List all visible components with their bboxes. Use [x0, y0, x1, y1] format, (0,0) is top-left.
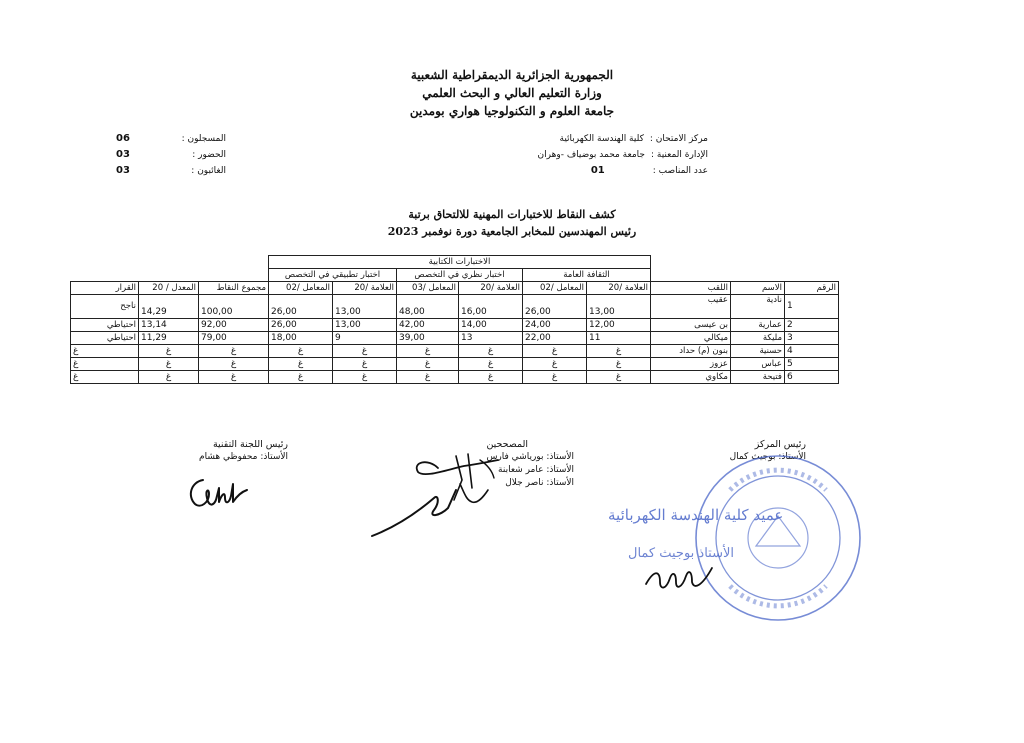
cell-gen-grade: غ: [587, 358, 651, 371]
cell-decision: غ: [71, 345, 139, 358]
absent-value: 03: [116, 165, 130, 176]
written-exams-header: الاختبارات الكتابية: [269, 256, 651, 269]
cell-average: غ: [139, 371, 199, 384]
cell-total: 79,00: [199, 332, 269, 345]
cell-name: حسنية: [731, 345, 785, 358]
cell-name: عباس: [731, 358, 785, 371]
general-culture-header: الثقافة العامة: [523, 269, 651, 282]
attendance-info-block: [116, 131, 226, 179]
cell-surname: عقيب: [651, 295, 731, 319]
col-th-grade: العلامة /20: [459, 282, 523, 295]
cell-th-weighted: 42,00: [397, 319, 459, 332]
center-head-role: رئيس المركز: [754, 439, 806, 450]
cell-th-grade: غ: [459, 345, 523, 358]
corrector-2-name: الأستاذ: عامر شعابنة: [498, 465, 574, 475]
cell-total: 92,00: [199, 319, 269, 332]
faculty-seal-stamp-icon: [690, 450, 866, 626]
registered-row: [116, 131, 226, 147]
absent-label: الغائبون :: [191, 166, 226, 176]
cell-pr-grade: 13,00: [333, 319, 397, 332]
center-head-name: الأستاذ: بوجيث كمال: [729, 452, 806, 462]
corrector-3-name: الأستاذ: ناصر جلال: [505, 478, 574, 488]
table-group-header-row: [71, 256, 839, 269]
dean-stamp-subtext: الأستاذ بوجيث كمال: [628, 546, 735, 561]
exam-center-label: مركز الامتحان :: [649, 134, 708, 144]
corrector-1-name: الأستاذ: بورياشي فارس: [486, 452, 574, 462]
table-row: [71, 345, 839, 358]
admin-label: الإدارة المعنية :: [650, 150, 708, 160]
cell-num: 3: [785, 332, 839, 345]
table-row: [71, 319, 839, 332]
document-title: [0, 206, 1024, 240]
table-row: [71, 295, 839, 319]
cell-decision: احتياطي: [71, 319, 139, 332]
cell-th-grade: 13: [459, 332, 523, 345]
cell-gen-weighted: 22,00: [523, 332, 587, 345]
cell-th-grade: 14,00: [459, 319, 523, 332]
cell-gen-weighted: 26,00: [523, 295, 587, 319]
exam-center-value: كلية الهندسة الكهربائية: [559, 134, 644, 144]
cell-pr-weighted: 26,00: [269, 319, 333, 332]
absent-row: [116, 163, 226, 179]
correctors-role: المصححين: [486, 439, 529, 450]
col-num: الرقم: [785, 282, 839, 295]
cell-pr-grade: 13,00: [333, 295, 397, 319]
cell-pr-weighted: 18,00: [269, 332, 333, 345]
present-label: الحضور :: [192, 150, 226, 160]
cell-num: 4: [785, 345, 839, 358]
cell-num: 5: [785, 358, 839, 371]
exam-info-block: [538, 131, 708, 179]
admin-row: [538, 147, 708, 163]
document-header: [0, 66, 1024, 120]
cell-decision: احتياطي: [71, 332, 139, 345]
cell-pr-weighted: 26,00: [269, 295, 333, 319]
table-row: [71, 332, 839, 345]
cell-surname: عزوز: [651, 358, 731, 371]
cell-num: 1: [785, 295, 839, 319]
cell-name: نادية: [731, 295, 785, 319]
cell-pr-weighted: غ: [269, 345, 333, 358]
table-row: [71, 358, 839, 371]
cell-th-grade: غ: [459, 358, 523, 371]
cell-num: 2: [785, 319, 839, 332]
cell-num: 6: [785, 371, 839, 384]
cell-th-weighted: 39,00: [397, 332, 459, 345]
table-row: [71, 371, 839, 384]
cell-th-weighted: 48,00: [397, 295, 459, 319]
cell-surname: بنون (م) حداد: [651, 345, 731, 358]
col-average: المعدل / 20: [139, 282, 199, 295]
cell-total: 100,00: [199, 295, 269, 319]
cell-pr-grade: 9: [333, 332, 397, 345]
cell-pr-weighted: غ: [269, 358, 333, 371]
col-gen-weighted: المعامل /02: [523, 282, 587, 295]
practical-exam-header: اختبار تطبيقي في التخصص: [269, 269, 397, 282]
col-gen-grade: العلامة /20: [587, 282, 651, 295]
registered-label: المسجلون :: [181, 134, 226, 144]
cell-gen-grade: 13,00: [587, 295, 651, 319]
table-column-header-row: [71, 282, 839, 295]
cell-gen-weighted: غ: [523, 358, 587, 371]
cell-decision: غ: [71, 371, 139, 384]
committee-signature-block: [199, 438, 288, 464]
col-decision: القرار: [71, 282, 139, 295]
committee-name: الأستاذ: محفوظي هشام: [199, 452, 288, 462]
cell-average: غ: [139, 358, 199, 371]
header-university: جامعة العلوم و التكنولوجيا هواري بومدين: [409, 104, 615, 118]
table-subgroup-header-row: [71, 269, 839, 282]
col-name: الاسم: [731, 282, 785, 295]
cell-pr-weighted: غ: [269, 371, 333, 384]
cell-surname: مكاوي: [651, 371, 731, 384]
cell-th-weighted: غ: [397, 345, 459, 358]
header-ministry: وزارة التعليم العالي و البحث العلمي: [422, 86, 602, 100]
title-line-2: رئيس المهندسين للمخابر الجامعية دورة نوفمبر 2023: [387, 225, 637, 238]
cell-pr-grade: غ: [333, 345, 397, 358]
cell-name: عمارية: [731, 319, 785, 332]
cell-total: غ: [199, 345, 269, 358]
cell-gen-grade: 12,00: [587, 319, 651, 332]
grades-table: [70, 255, 839, 384]
col-th-weighted: المعامل /03: [397, 282, 459, 295]
cell-surname: ميكالي: [651, 332, 731, 345]
cell-total: غ: [199, 358, 269, 371]
correctors-handwritten-signature-icon: [368, 440, 568, 540]
cell-th-grade: غ: [459, 371, 523, 384]
cell-total: غ: [199, 371, 269, 384]
cell-average: غ: [139, 345, 199, 358]
cell-gen-weighted: غ: [523, 371, 587, 384]
cell-average: 14,29: [139, 295, 199, 319]
posts-row: [538, 163, 708, 179]
cell-name: مليكة: [731, 332, 785, 345]
cell-pr-grade: غ: [333, 358, 397, 371]
exam-center-row: [538, 131, 708, 147]
header-republic: الجمهورية الجزائرية الديمقراطية الشعبية: [410, 68, 614, 82]
committee-handwritten-signature-icon: [185, 474, 255, 514]
cell-name: فتيحة: [731, 371, 785, 384]
cell-pr-grade: غ: [333, 371, 397, 384]
col-total: مجموع النقاط: [199, 282, 269, 295]
cell-gen-grade: غ: [587, 345, 651, 358]
col-pr-grade: العلامة /20: [333, 282, 397, 295]
cell-decision: غ: [71, 358, 139, 371]
col-surname: اللقب: [651, 282, 731, 295]
cell-average: 11,29: [139, 332, 199, 345]
committee-role: رئيس اللجنة التقنية: [212, 439, 288, 450]
cell-gen-grade: 11: [587, 332, 651, 345]
cell-th-weighted: غ: [397, 371, 459, 384]
present-row: [116, 147, 226, 163]
registered-value: 06: [116, 133, 130, 144]
cell-average: 13,14: [139, 319, 199, 332]
cell-th-grade: 16,00: [459, 295, 523, 319]
cell-decision: ناجح: [71, 295, 139, 319]
cell-gen-grade: غ: [587, 371, 651, 384]
theory-exam-header: اختبار نظري في التخصص: [397, 269, 523, 282]
posts-label: عدد المناصب :: [652, 166, 708, 176]
cell-surname: بن عيسى: [651, 319, 731, 332]
cell-gen-weighted: 24,00: [523, 319, 587, 332]
dean-stamp-text: عميد كلية الهندسة الكهربائية: [608, 506, 784, 524]
dean-handwritten-signature-icon: [640, 560, 720, 596]
title-line-1: كشف النقاط للاختبارات المهنية للالتحاق برتبة: [408, 208, 616, 221]
present-value: 03: [116, 149, 130, 160]
admin-value: جامعة محمد بوضياف -وهران: [537, 150, 645, 160]
cell-gen-weighted: غ: [523, 345, 587, 358]
col-pr-weighted: المعامل /02: [269, 282, 333, 295]
cell-th-weighted: غ: [397, 358, 459, 371]
posts-value: 01: [590, 165, 605, 176]
